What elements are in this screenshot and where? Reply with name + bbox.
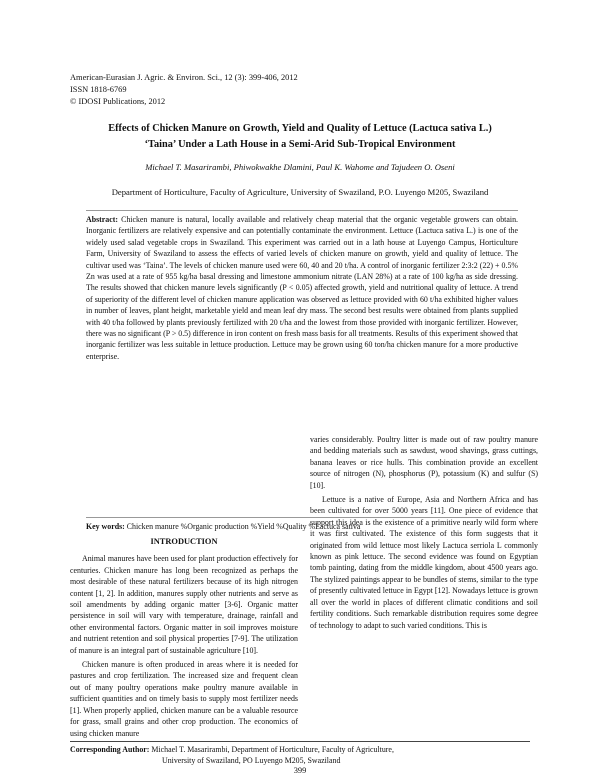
title-line-2: ‘Taina’ Under a Lath House in a Semi-Arid Sub-Tropical Environment [144,139,456,150]
right-column [310,434,538,634]
corresponding-author-label: Corresponding Author: [70,745,150,754]
keywords-text: Chicken manure %Organic production %Yield %Quality %Lactuca sativa [126,522,361,531]
journal-header [70,72,298,108]
keywords-label: Key words: [86,522,125,531]
intro-paragraph-4: Lettuce is a native of Europe, Asia and Northern Africa and has been cultivated for over 5000 years [11]. One piece of evidence that support this idea is the existence of a primitive nearly wild form where it was first cultivated. The existence of this form suggests that it originated from wild lettuce most likely Lactuca serriola L commonly known as pink lettuce. The second evidence was found on Egyptian tomb painting, dating from the middle kingdom, about 4500 years ago. The stylized paintings appear to be bundles of stems, similar to the type of presently cultivated lettuce in Egypt [12]. Nowadays lettuce is grown all over the world in places of different climatic conditions and soil fertility conditions. Such remarkable distribution requires some degree of technology to adapt to such varied conditions. This is [310,495,538,630]
corresponding-author [70,741,530,766]
left-column [70,535,298,742]
corresponding-author-line-2: University of Swaziland, PO Luyengo M205, Swaziland [162,756,341,765]
intro-paragraph-1: Animal manures have been used for plant production effectively for centuries. Chicken manure has long been recognized as perhaps the most desirable of these natural fertilizers because of its high nitrogen content [1, 2]. In addition, manures supply other nutrients and serve as soil amendments by adding organic matter [3-6]. Organic matter persistence in soil will vary with temperature, drainage, rainfall and other environmental factors. Organic matter in soil improves moisture and nutrient retention and soil physical properties [7-9]. The utilization of manure is an integral part of sustainable agriculture [10]. [70,554,298,655]
abstract-text: Chicken manure is natural, locally available and relatively cheap material that the organic vegetable growers can obtain. Inorganic fertilizers are relatively expensive and can potentially contaminate the environment. Lettuce (Lactuca sativa L.) is one of the widely used salad vegetable crops in Swaziland. This experiment was carried out in a lath house at Luyengo Campus, Horticulture Farm, University of Swaziland to assess the effects of varied levels of chicken manure on growth, yield and quality of lettuce. The cultivar used was ‘Taina’. The levels of chicken manure used were 60, 40 and 20 t/ha. A control of inorganic fertilizer 2:3:2 (22) + 0.5% Zn was used at a rate of 955 kg/ha basal dressing and limestone ammonium nitrate (LAN 28%) at a rate of 100 kg/ha as side dressing. The results showed that chicken manure levels significantly (P < 0.05) affected growth, yield and nutritional quality of lettuce. A trend of superiority of the different level of chicken manure application was observed as lettuce provided with 60 t/ha exhibited higher values in number of leaves, plant height, marketable yield and mean leaf dry mass. The second best results were obtained from plants supplied with 40 t/ha followed by plants previously fertilized with 20 t/ha and the lowest from those provided with inorganic fertilizer. However, there was no significant (P > 0.5) difference in iron content on fresh mass basis for all treatments. Results of this experiment showed that inorganic fertilizer was less suitable in lettuce production. Lettuce may be grown using 60 ton/ha chicken manure for a more productive enterprise. [86,215,518,361]
journal-citation: American-Eurasian J. Agric. & Environ. Sci., 12 (3): 399-406, 2012 [70,73,298,82]
abstract-label: Abstract: [86,215,118,224]
paper-title [60,121,540,153]
section-heading: INTRODUCTION [150,537,218,546]
page-number: 399 [293,766,307,775]
corresponding-author-line-1: Michael T. Masarirambi, Department of Horticulture, Faculty of Agriculture, [151,745,394,754]
journal-copyright: © IDOSI Publications, 2012 [70,97,166,106]
intro-paragraph-3: varies considerably. Poultry litter is made out of raw poultry manure and bedding materials such as sawdust, wood shavings, grass cuttings, banana leaves or rice hulls. This combination provide an excellent source of nitrogen (N), phosphorus (P), potassium (K) and sulfur (S) [10]. [310,435,538,490]
intro-paragraph-2: Chicken manure is often produced in areas where it is needed for pastures and crop fertilization. The increased size and frequent clean out of many poultry operations make poultry manure available in sufficient quantities and on timely basis to supply most fertilizer needs [1]. When properly applied, chicken manure can be a valuable resource for grass, small grains and other crop production. The economics of using chicken manure [70,660,298,738]
journal-issn: ISSN 1818-6769 [70,85,127,94]
author-list: Michael T. Masarirambi, Phiwokwakhe Dlamini, Paul K. Wahome and Tajudeen O. Oseni [145,162,455,172]
affiliation: Department of Horticulture, Faculty of Agriculture, University of Swaziland, P.O. Luyengo M205, Swaziland [111,187,489,197]
title-line-1: Effects of Chicken Manure on Growth, Yield and Quality of Lettuce (Lactuca sativa L.) [108,123,492,134]
